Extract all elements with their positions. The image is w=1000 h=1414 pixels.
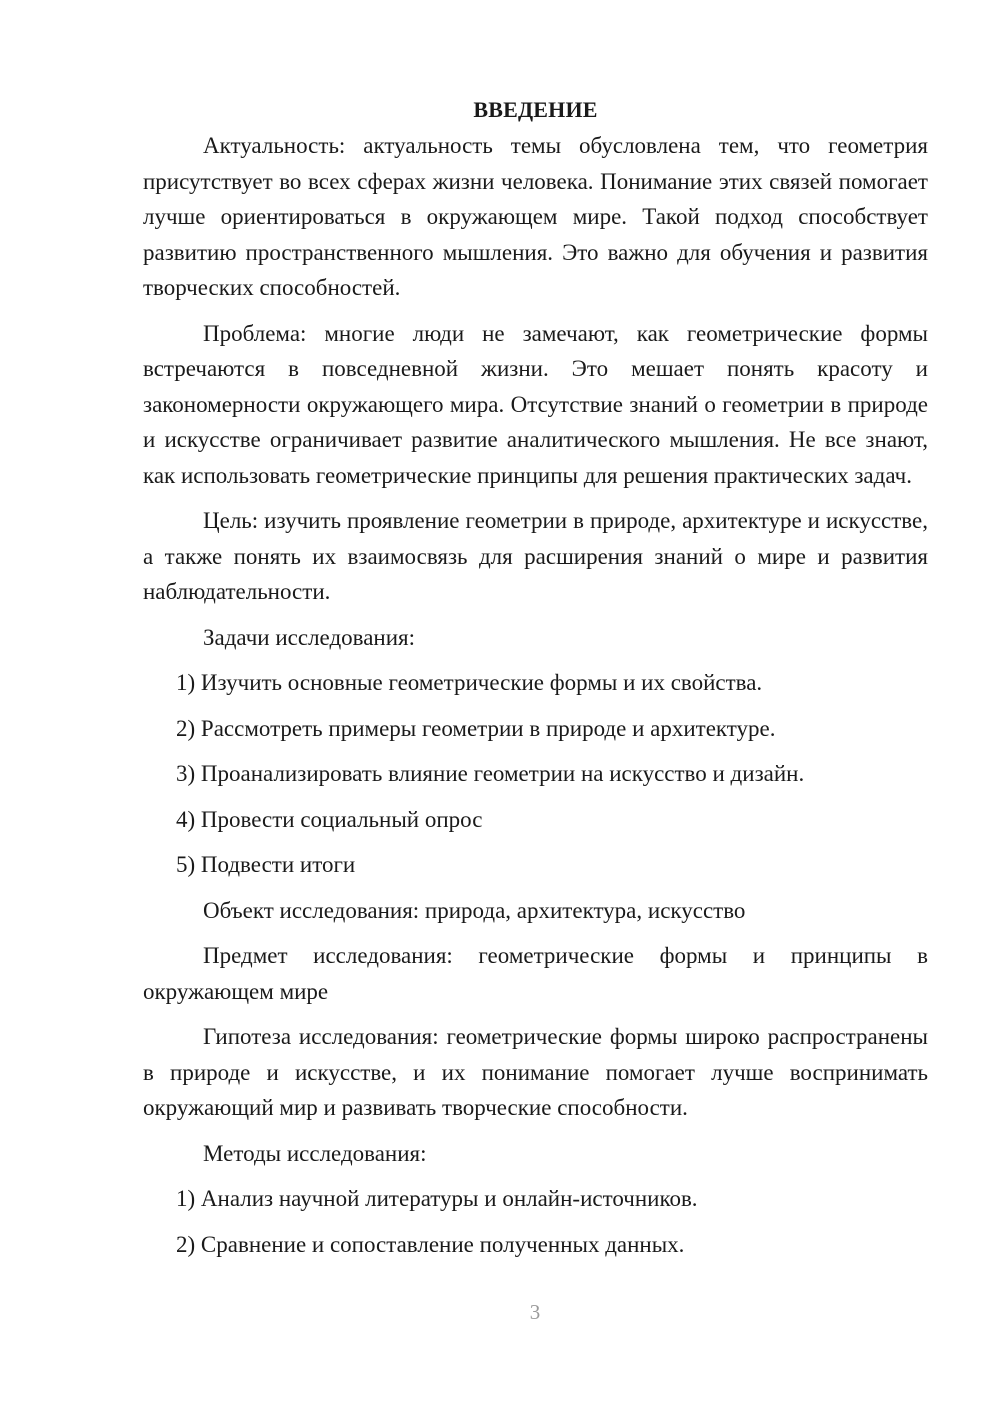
task-item-3: 3) Проанализировать влияние геометрии на искусство и дизайн. bbox=[176, 761, 805, 786]
task-item-2: 2) Рассмотреть примеры геометрии в природе и архитектуре. bbox=[176, 715, 776, 741]
relevance-paragraph: Актуальность: актуальность темы обусловлена тем, что геометрия присутствует во всех сферах жизни человека. Понимание этих связей помогает лучше ориентироваться в окружающем мире. Такой подход способствует развитию пространственного мышления. Это важно для обучения и развития творческих способностей. bbox=[143, 133, 928, 300]
methods-title: Методы исследования: bbox=[203, 1140, 427, 1166]
subject-paragraph: Предмет исследования: геометрические формы и принципы в окружающем мире bbox=[143, 943, 928, 1004]
task-item-5: 5) Подвести итоги bbox=[176, 852, 356, 877]
task-item-4: 4) Провести социальный опрос bbox=[176, 806, 483, 832]
method-item-2: 2) Сравнение и сопоставление полученных данных. bbox=[176, 1231, 685, 1257]
page-number: 3 bbox=[529, 1300, 541, 1324]
object-paragraph: Объект исследования: природа, архитектура, искусство bbox=[203, 897, 746, 923]
section-heading: ВВЕДЕНИЕ bbox=[473, 97, 598, 122]
method-item-1: 1) Анализ научной литературы и онлайн-источников. bbox=[176, 1186, 698, 1211]
page-content bbox=[143, 92, 928, 1262]
task-item-1: 1) Изучить основные геометрические формы и их свойства. bbox=[176, 670, 763, 695]
goal-paragraph: Цель: изучить проявление геометрии в природе, архитектуре и искусстве, а также понять их взаимосвязь для расширения знаний о мире и развития наблюдательности. bbox=[143, 508, 928, 604]
tasks-title: Задачи исследования: bbox=[203, 624, 416, 650]
problem-paragraph: Проблема: многие люди не замечают, как геометрические формы встречаются в повседневной жизни. Это мешает понять красоту и закономерности окружающего мира. Отсутствие знаний о геометрии в природе и искусстве ограничивает развитие аналитического мышления. Не все знают, как использовать геометрические принципы для решения практических задач. bbox=[143, 320, 928, 488]
hypothesis-paragraph: Гипотеза исследования: геометрические формы широко распространены в природе и искусстве, и их понимание помогает лучше воспринимать окружающий мир и развивать творческие способности. bbox=[143, 1024, 928, 1120]
